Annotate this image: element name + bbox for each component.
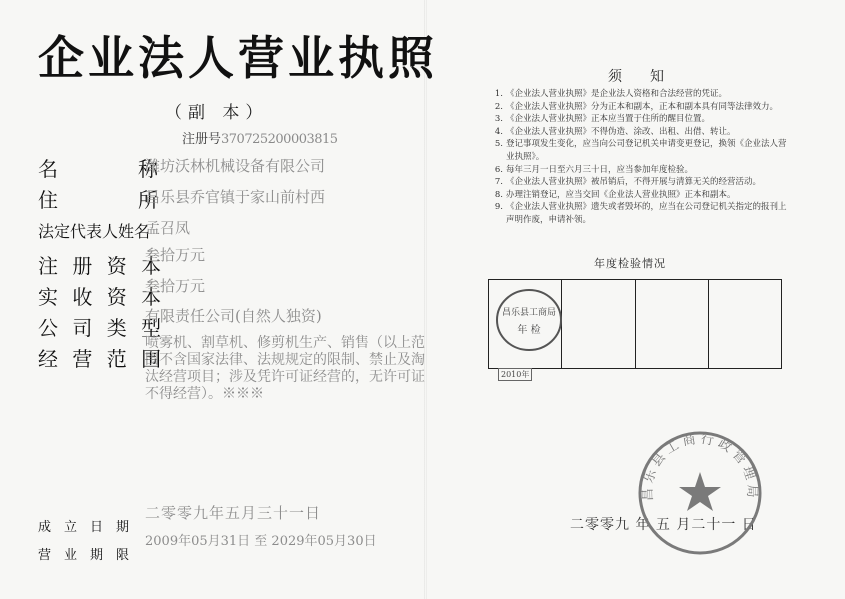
name-label: 名 称 bbox=[38, 157, 158, 181]
address-value: 昌乐县乔官镇于家山前村西 bbox=[145, 188, 326, 206]
notice-item: 1. 《企业法人营业执照》是企业法人资格和合法经营的凭证。 bbox=[494, 89, 728, 99]
legal-rep-label: 法定代表人姓名 bbox=[38, 222, 151, 241]
copy-label: （副 本） bbox=[165, 103, 269, 123]
paid-capital-value: 叁拾万元 bbox=[145, 277, 206, 295]
company-type-value: 有限责任公司(自然人独资) bbox=[145, 307, 322, 325]
notice-list bbox=[489, 88, 789, 227]
registration-number bbox=[182, 128, 338, 147]
legal-rep-value: 孟召凤 bbox=[145, 219, 191, 237]
paid-capital-label: 实 收 资 本 bbox=[38, 285, 166, 309]
annual-inspection-stamp bbox=[494, 285, 564, 355]
notice-item: 7. 《企业法人营业执照》被吊销后，不得开展与清算无关的经营活动。 bbox=[494, 177, 762, 188]
established-value: 二零零九年五月三十一日 bbox=[145, 504, 322, 522]
registration-label: 注册号 bbox=[182, 132, 222, 147]
address-label: 住 所 bbox=[38, 188, 158, 212]
notice-item: 8. 办理注销登记，应当交回《企业法人营业执照》正本和副本。 bbox=[494, 189, 736, 200]
inspection-cell bbox=[562, 280, 635, 368]
operation-period-label: 营 业 期 限 bbox=[38, 548, 130, 563]
notice-item: 3. 《企业法人营业执照》正本应当置于住所的醒目位置。 bbox=[494, 114, 711, 125]
established-label: 成 立 日 期 bbox=[38, 520, 130, 535]
svg-text:年 检: 年 检 bbox=[517, 325, 541, 336]
registration-value: 370725200003815 bbox=[221, 132, 338, 147]
registered-capital-label: 注 册 资 本 bbox=[38, 254, 166, 278]
notice-item: 5. 登记事项发生变化，应当向公司登记机关申请变更登记，换领《企业法人营业执照》。 bbox=[494, 139, 787, 162]
name-value: 潍坊沃林机械设备有限公司 bbox=[145, 157, 326, 175]
company-type-label: 公 司 类 型 bbox=[38, 316, 166, 340]
annual-inspection-title: 年度检验情况 bbox=[594, 257, 666, 270]
svg-text:昌乐县工商行政管理局: 昌乐县工商行政管理局 bbox=[640, 431, 760, 502]
inspection-year-badge: 2010年 bbox=[498, 368, 532, 381]
license-title: 企业法人营业执照 bbox=[38, 31, 438, 85]
registered-capital-value: 叁拾万元 bbox=[145, 246, 206, 264]
inspection-cell bbox=[636, 280, 709, 368]
business-scope-label: 经 营 范 围 bbox=[38, 347, 166, 371]
notice-item: 2. 《企业法人营业执照》分为正本和副本，正本和副本具有同等法律效力。 bbox=[494, 101, 779, 112]
inspection-cell bbox=[709, 280, 781, 368]
issue-date: 二零零九 年 五 月二十一 日 bbox=[570, 517, 757, 533]
center-fold bbox=[424, 0, 427, 599]
operation-period-value: 2009年05月31日 至 2029年05月30日 bbox=[145, 534, 377, 549]
svg-text:昌乐县工商局: 昌乐县工商局 bbox=[501, 308, 557, 318]
official-seal bbox=[635, 428, 765, 558]
notice-item: 4. 《企业法人营业执照》不得伪造、涂改、出租、出借、转让。 bbox=[494, 126, 736, 137]
notice-item: 9. 《企业法人营业执照》遗失或者毁坏的，应当在公司登记机关指定的报刊上声明作废，申请补领。 bbox=[494, 202, 787, 225]
business-scope-value: 喷雾机、割草机、修剪机生产、销售（以上范围不含国家法律、法规规定的限制、禁止及淘汰经营项目；涉及凭许可证经营的，无许可证不得经营）。※※※ bbox=[145, 335, 425, 402]
notice-title: 须知 bbox=[608, 69, 692, 85]
notice-item: 6. 每年三月一日至六月三十日，应当参加年度检验。 bbox=[494, 164, 694, 175]
